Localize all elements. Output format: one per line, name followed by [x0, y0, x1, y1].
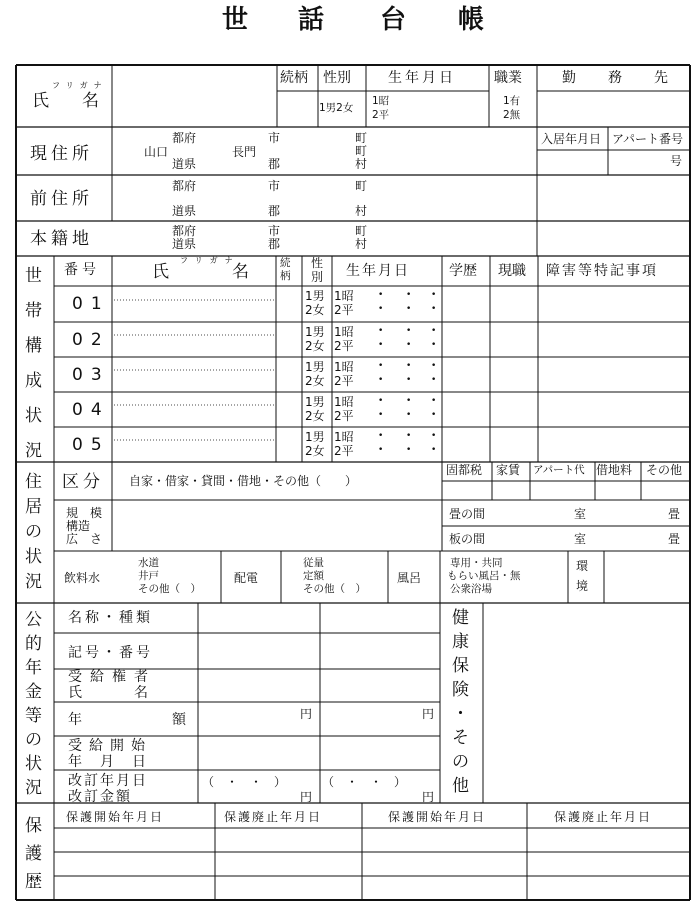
household-row-sex-female: 2女 — [305, 409, 325, 423]
kubun-label: 区分 — [62, 472, 104, 492]
kenko-section-char: 健 — [452, 608, 469, 628]
pension-section-char: の — [25, 730, 42, 750]
household-gakureki: 学歴 — [449, 263, 477, 279]
job-option-yes: 1有 — [503, 95, 521, 107]
current-shi: 市 — [268, 131, 281, 145]
household-row-number: 04 — [72, 400, 110, 420]
denki-option-1: 従量 — [303, 557, 324, 569]
tatami-label: 畳の間 — [449, 507, 486, 521]
household-row-sex-female: 2女 — [305, 374, 325, 388]
date-separator-dot: • — [406, 340, 412, 350]
date-separator-dot: • — [431, 361, 437, 371]
household-row-sex-female: 2女 — [305, 339, 325, 353]
kenko-section-char: の — [452, 752, 469, 772]
date-separator-dot: • — [431, 396, 437, 406]
housing-section-char: 状 — [25, 547, 42, 567]
household-section-char: 状 — [25, 406, 42, 426]
current-pref-bottom: 道県 — [172, 157, 197, 171]
housing-section-char: 況 — [25, 572, 42, 592]
date-separator-dot: • — [378, 290, 384, 300]
hogo-haishi-1: 保護廃止年月日 — [224, 810, 323, 824]
kenko-section-char: 他 — [452, 776, 469, 796]
housing-section-char: 住 — [25, 472, 42, 492]
name-label-1: 氏 — [32, 91, 49, 111]
date-separator-dot: • — [406, 445, 412, 455]
current-cho-1: 町 — [355, 131, 368, 145]
household-name-2: 名 — [232, 262, 249, 282]
date-separator-dot: • — [431, 340, 437, 350]
furo-option-3: 公衆浴場 — [450, 583, 492, 595]
water-option-2: 井戸 — [138, 570, 159, 582]
sex-options: 1男2女 — [319, 102, 354, 114]
protection-section-char: 保 — [25, 816, 42, 836]
prev-pref-bottom: 道県 — [172, 204, 197, 218]
inryosui-label: 飲料水 — [64, 571, 101, 585]
household-row-sex-female: 2女 — [305, 303, 325, 317]
shakuchi-label: 借地料 — [596, 463, 633, 477]
household-row-number: 03 — [72, 365, 110, 385]
ita-jo: 畳 — [668, 532, 681, 546]
current-son: 村 — [355, 157, 368, 171]
household-seibetsu-1: 性 — [311, 256, 324, 270]
household-genshoku: 現職 — [498, 263, 526, 279]
household-seibetsu-2: 別 — [311, 270, 324, 284]
pension-section-char: 等 — [25, 706, 42, 726]
household-row-sex-female: 2女 — [305, 444, 325, 458]
household-row-era-heisei: 2平 — [334, 409, 354, 423]
date-separator-dot: • — [406, 410, 412, 420]
apart-dai-label: アパート代 — [533, 464, 585, 476]
date-separator-dot: • — [406, 304, 412, 314]
household-seinengappi: 生年月日 — [346, 263, 410, 279]
date-separator-dot: • — [378, 361, 384, 371]
nyukyo-label: 入居年月日 — [541, 132, 602, 146]
household-row-era-showa: 1昭 — [334, 395, 354, 409]
household-section-char: 構 — [25, 336, 42, 356]
pension-section-char: 況 — [25, 778, 42, 798]
ita-shitsu: 室 — [574, 532, 587, 546]
date-separator-dot: • — [431, 290, 437, 300]
kozo-label: 構造 — [66, 519, 91, 533]
pension-section-char: 金 — [25, 682, 42, 702]
housing-section-char: 居 — [25, 497, 42, 517]
kankyo-2: 境 — [576, 579, 589, 593]
jukyusha-name-label: 氏 名 — [68, 685, 156, 701]
seinengappi-header: 生年月日 — [388, 70, 456, 86]
tatami-shitsu: 室 — [574, 507, 587, 521]
household-section-char: 況 — [25, 441, 42, 461]
date-separator-dot: • — [378, 431, 384, 441]
date-separator-dot: • — [378, 304, 384, 314]
current-pref-top: 都府 — [172, 131, 197, 145]
kaitei-dots-2: （ ・ ・ ） — [322, 775, 407, 789]
household-zokugara-1: 続 — [280, 257, 291, 269]
date-separator-dot: • — [406, 431, 412, 441]
kinmusaki-3: 先 — [654, 70, 668, 86]
household-row-era-showa: 1昭 — [334, 325, 354, 339]
kenko-section-char: 険 — [452, 680, 469, 700]
koteizei-label: 固都税 — [446, 463, 483, 477]
current-gun: 郡 — [268, 157, 281, 171]
kibo-label: 規 模 — [66, 506, 103, 520]
honseki-pref-top: 都府 — [172, 224, 197, 238]
date-separator-dot: • — [406, 361, 412, 371]
prev-son: 村 — [355, 204, 368, 218]
protection-section-char: 護 — [25, 844, 42, 864]
form-title-char-2: 話 — [298, 5, 325, 35]
date-separator-dot: • — [406, 396, 412, 406]
honseki-cho: 町 — [355, 224, 368, 238]
era-option-showa: 1昭 — [372, 95, 390, 107]
prev-pref-top: 都府 — [172, 179, 197, 193]
date-separator-dot: • — [431, 326, 437, 336]
shokugyo-header: 職業 — [494, 70, 522, 86]
denki-option-2: 定額 — [303, 570, 324, 582]
kenko-section-char: ・ — [452, 704, 469, 724]
date-separator-dot: • — [378, 396, 384, 406]
pension-section-char: 公 — [25, 610, 42, 630]
water-option-1: 水道 — [138, 557, 159, 569]
furo-label: 風呂 — [397, 571, 422, 585]
jukyusha-label: 受給権者 — [68, 669, 156, 685]
job-option-no: 2無 — [503, 109, 521, 121]
pension-section-char: 的 — [25, 634, 42, 654]
date-separator-dot: • — [406, 375, 412, 385]
genjusho-label: 現住所 — [30, 144, 93, 164]
household-row-sex-male: 1男 — [305, 325, 325, 339]
hogo-haishi-2: 保護廃止年月日 — [554, 810, 653, 824]
haiden-label: 配電 — [234, 571, 259, 585]
date-separator-dot: • — [431, 304, 437, 314]
kaitei-amount-label: 改訂金額 — [68, 789, 132, 805]
sonota-label: その他 — [646, 463, 683, 477]
household-bango-header: 番号 — [64, 262, 100, 278]
kankyo-1: 環 — [576, 559, 589, 573]
household-row-sex-male: 1男 — [305, 289, 325, 303]
name-label-2: 名 — [82, 91, 99, 111]
kenko-section-char: 康 — [452, 632, 469, 652]
kinmusaki-1: 勤 — [562, 70, 576, 86]
hogo-kaishi-2: 保護開始年月日 — [388, 810, 487, 824]
kinmusaki-2: 務 — [608, 70, 622, 86]
kigo-label: 記号・番号 — [68, 645, 153, 661]
household-row-era-showa: 1昭 — [334, 360, 354, 374]
ita-label: 板の間 — [449, 532, 486, 546]
household-row-number: 02 — [72, 330, 110, 350]
household-row-number: 05 — [72, 435, 110, 455]
honseki-gun: 郡 — [268, 237, 281, 251]
water-option-3: その他（ ） — [138, 583, 201, 595]
kaishi-date-label: 年 月 日 — [68, 754, 148, 770]
honseki-shi: 市 — [268, 224, 281, 238]
honsekichi-label: 本籍地 — [30, 229, 93, 249]
household-row-sex-male: 1男 — [305, 395, 325, 409]
hirosa-label: 広 さ — [66, 532, 103, 546]
yachin-label: 家賃 — [496, 463, 521, 477]
date-separator-dot: • — [378, 340, 384, 350]
household-row-sex-male: 1男 — [305, 430, 325, 444]
zenjusho-label: 前住所 — [30, 189, 93, 209]
tatami-jo: 畳 — [668, 507, 681, 521]
honseki-son: 村 — [355, 237, 368, 251]
protection-section-char: 歴 — [25, 872, 42, 892]
household-name-1: 氏 — [152, 262, 169, 282]
form-title-char-4: 帳 — [458, 5, 485, 35]
nengaku-yen-1: 円 — [300, 707, 313, 721]
kubun-options: 自家・借家・貸間・借地・その他（ ） — [129, 474, 358, 488]
household-row-era-heisei: 2平 — [334, 303, 354, 317]
go-label: 号 — [670, 154, 683, 168]
date-separator-dot: • — [378, 326, 384, 336]
nengaku-yen-2: 円 — [422, 707, 435, 721]
date-separator-dot: • — [431, 410, 437, 420]
household-section-char: 世 — [25, 266, 42, 286]
household-row-sex-male: 1男 — [305, 360, 325, 374]
denki-option-3: その他（ ） — [303, 583, 366, 595]
nengaku-1: 年 — [68, 712, 82, 728]
pension-section-char: 年 — [25, 658, 42, 678]
household-row-era-heisei: 2平 — [334, 374, 354, 388]
date-separator-dot: • — [431, 431, 437, 441]
form-title-char-1: 世 — [222, 5, 249, 35]
current-pref-name: 山口 — [144, 145, 169, 159]
date-separator-dot: • — [406, 290, 412, 300]
kaitei-date-label: 改訂年月日 — [68, 773, 148, 789]
date-separator-dot: • — [406, 326, 412, 336]
kaitei-yen-1: 円 — [300, 790, 313, 804]
pension-section-char: 状 — [25, 754, 42, 774]
household-zokugara-2: 柄 — [280, 270, 291, 282]
meisho-label: 名称・種類 — [68, 610, 153, 626]
furo-option-2: もらい風呂・無 — [447, 570, 521, 582]
kenko-section-char: 保 — [452, 656, 469, 676]
kaitei-yen-2: 円 — [422, 790, 435, 804]
household-furigana: フリガナ — [180, 256, 240, 265]
zokugara-header: 続柄 — [280, 70, 308, 86]
current-cho-2: 町 — [355, 144, 368, 158]
seibetsu-header: 性別 — [323, 70, 351, 86]
household-row-era-heisei: 2平 — [334, 339, 354, 353]
hogo-kaishi-1: 保護開始年月日 — [66, 810, 165, 824]
nengaku-2: 額 — [172, 712, 186, 728]
furo-option-1: 専用・共同 — [450, 557, 503, 569]
date-separator-dot: • — [378, 410, 384, 420]
kaishi-label: 受給開始 — [68, 738, 152, 754]
household-shogai: 障害等特記事項 — [546, 263, 658, 279]
era-option-heisei: 2平 — [372, 109, 390, 121]
form-title-char-3: 台 — [380, 5, 407, 35]
furigana-label: フリガナ — [52, 81, 108, 90]
prev-shi: 市 — [268, 179, 281, 193]
honseki-pref-bottom: 道県 — [172, 237, 197, 251]
current-city-name: 長門 — [232, 145, 257, 159]
household-row-era-showa: 1昭 — [334, 430, 354, 444]
kenko-section-char: そ — [452, 728, 469, 748]
housing-section-char: の — [25, 522, 42, 542]
prev-gun: 郡 — [268, 204, 281, 218]
prev-cho: 町 — [355, 179, 368, 193]
household-row-number: 01 — [72, 294, 110, 314]
date-separator-dot: • — [378, 445, 384, 455]
household-section-char: 帯 — [25, 301, 42, 321]
kaitei-dots-1: （ ・ ・ ） — [202, 775, 287, 789]
household-row-era-heisei: 2平 — [334, 444, 354, 458]
date-separator-dot: • — [431, 445, 437, 455]
date-separator-dot: • — [431, 375, 437, 385]
date-separator-dot: • — [378, 375, 384, 385]
apart-no-label: アパート番号 — [612, 132, 684, 146]
household-row-era-showa: 1昭 — [334, 289, 354, 303]
household-section-char: 成 — [25, 371, 42, 391]
